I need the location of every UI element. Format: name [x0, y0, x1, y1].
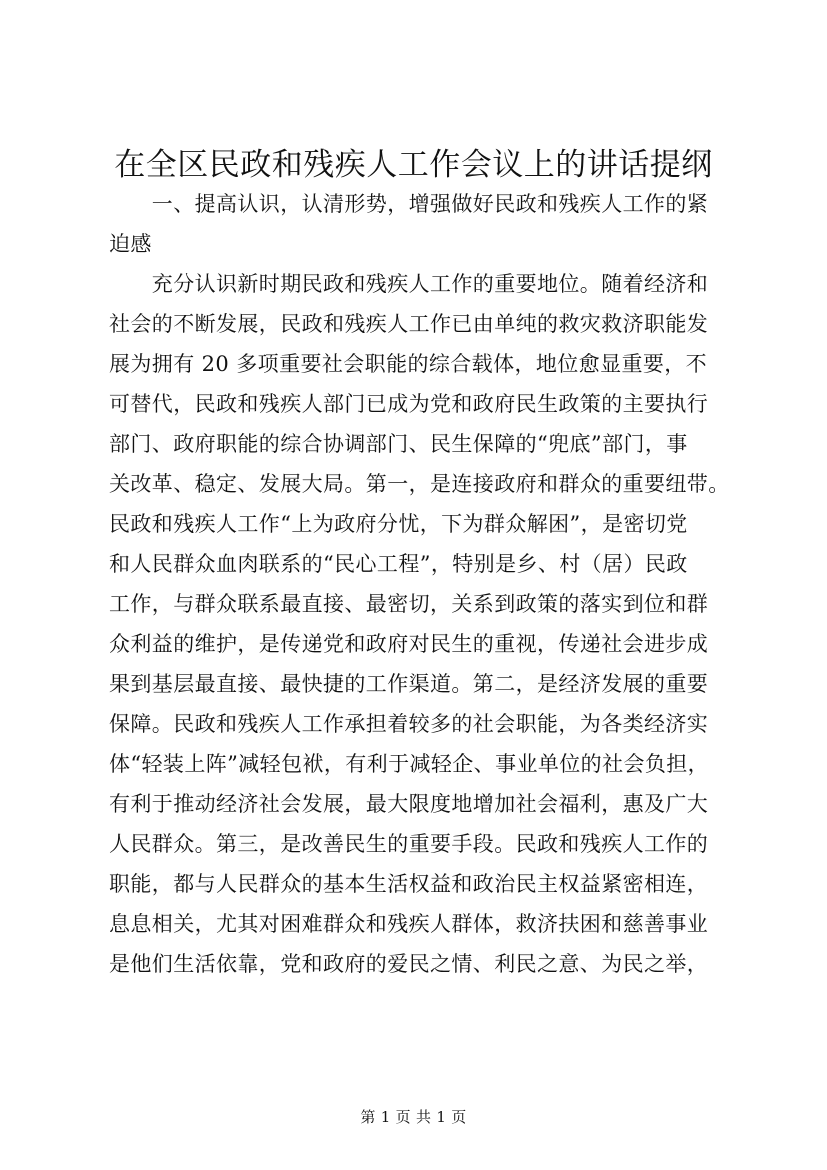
body-line: 关改革、稳定、发展大局。第一，是连接政府和群众的重要纽带。 — [109, 472, 730, 496]
body-line: 保障。民政和残疾人工作承担着较多的社会职能，为各类经济实 — [109, 712, 709, 736]
body-line: 迫感 — [109, 232, 152, 256]
body-line: 有利于推动经济社会发展，最大限度地增加社会福利，惠及广大 — [109, 792, 709, 816]
body-line: 展为拥有 20 多项重要社会职能的综合载体，地位愈显重要，不 — [109, 352, 708, 376]
body-line: 部门、政府职能的综合协调部门、民生保障的“兜底”部门，事 — [109, 432, 688, 456]
body-line: 和人民群众血肉联系的“民心工程”，特别是乡、村（居）民政 — [109, 552, 688, 576]
document-title: 在全区民政和残疾人工作会议上的讲话提纲 — [114, 147, 713, 183]
body-line: 社会的不断发展，民政和残疾人工作已由单纯的救灾救济职能发 — [109, 312, 709, 336]
body-line: 充分认识新时期民政和残疾人工作的重要地位。随着经济和 — [109, 272, 709, 296]
body-line: 人民群众。第三，是改善民生的重要手段。民政和残疾人工作的 — [109, 832, 709, 856]
body-line: 一、提高认识，认清形势，增强做好民政和残疾人工作的紧 — [109, 192, 709, 216]
body-line: 是他们生活依靠，党和政府的爱民之情、利民之意、为民之举， — [109, 952, 709, 976]
body-line: 可替代，民政和残疾人部门已成为党和政府民生政策的主要执行 — [109, 392, 709, 416]
body-line: 民政和残疾人工作“上为政府分忧，下为群众解困”，是密切党 — [109, 512, 688, 536]
body-line: 众利益的维护，是传递党和政府对民生的重视，传递社会进步成 — [109, 632, 709, 656]
body-line: 工作，与群众联系最直接、最密切，关系到政策的落实到位和群 — [109, 592, 709, 616]
body-line: 体“轻装上阵”减轻包袱，有利于减轻企、事业单位的社会负担， — [109, 752, 710, 776]
document-body — [109, 184, 739, 984]
body-line: 果到基层最直接、最快捷的工作渠道。第二，是经济发展的重要 — [109, 672, 709, 696]
page-footer: 第 1 页 共 1 页 — [360, 1108, 467, 1126]
body-line: 职能，都与人民群众的基本生活权益和政治民主权益紧密相连， — [109, 872, 709, 896]
body-line: 息息相关，尤其对困难群众和残疾人群体，救济扶困和慈善事业 — [109, 912, 709, 936]
